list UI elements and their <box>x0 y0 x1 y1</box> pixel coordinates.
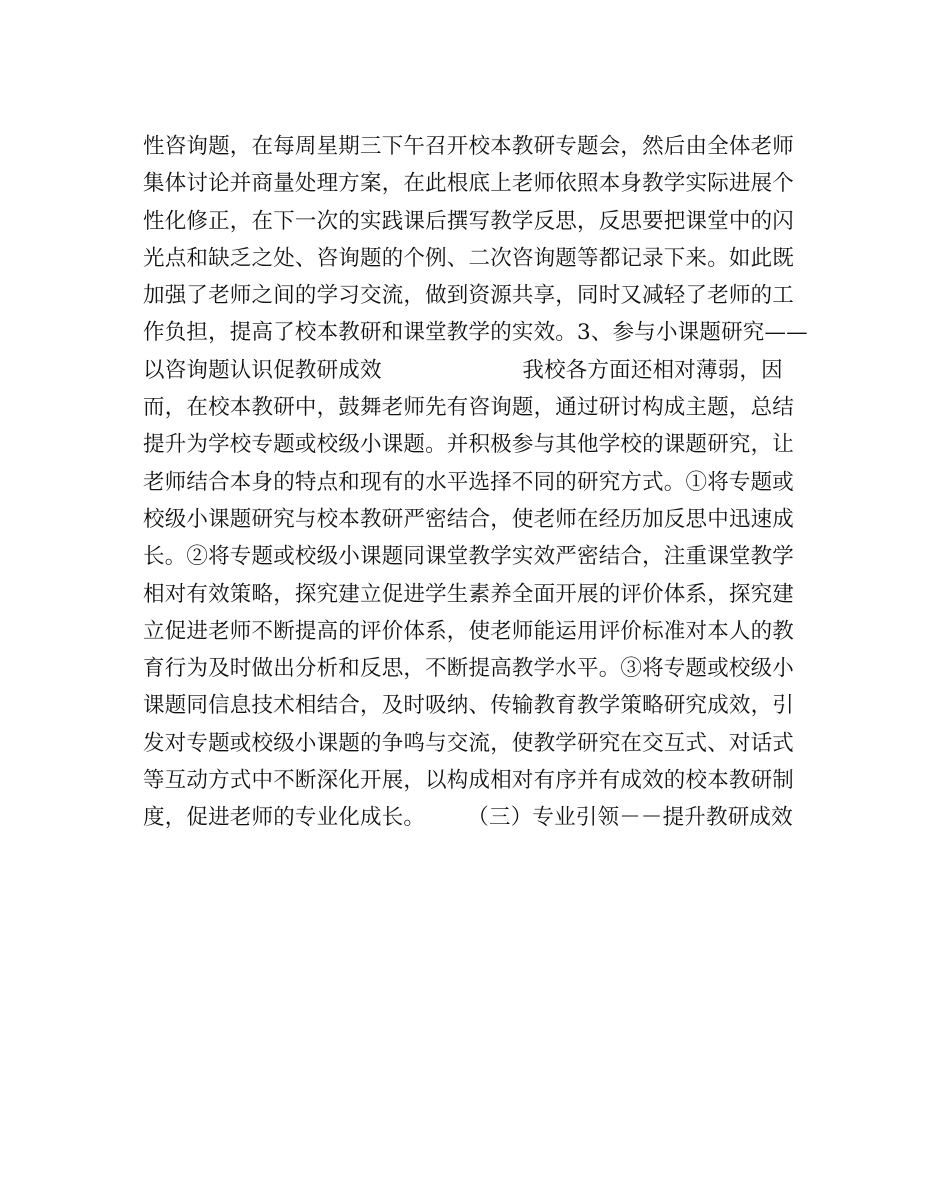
text-line: 长。②将专题或校级小课题同课堂教学实效严密结合，注重课堂教学 <box>143 544 795 570</box>
text-line: 集体讨论并商量处理方案，在此根底上老师依照本身教学实际进展个 <box>143 171 795 197</box>
text-line: 老师结合本身的特点和现有的水平选择不同的研究方式。①将专题或 <box>143 469 795 495</box>
text-line: 作负担，提高了校本教研和课堂教学的实效。3、参与小课题研究—— <box>143 320 808 346</box>
text-line: 校级小课题研究与校本教研严密结合，使老师在经历加反思中迅速成 <box>143 506 795 532</box>
text-line: 等互动方式中不断深化开展，以构成相对有序并有成效的校本教研制 <box>143 768 795 794</box>
text-line: 立促进老师不断提高的评价体系，使老师能运用评价标准对本人的教 <box>143 618 795 644</box>
text-line: 课题同信息技术相结合，及时吸纳、传输教育教学策略研究成效，引 <box>143 693 795 719</box>
text-line: 光点和缺乏之处、咨询题的个例、二次咨询题等都记录下来。如此既 <box>143 245 795 271</box>
text-line: 发对专题或校级小课题的争鸣与交流，使教学研究在交互式、对话式 <box>143 730 795 756</box>
text-line: 而，在校本教研中，鼓舞老师先有咨询题，通过研讨构成主题，总结 <box>143 395 795 421</box>
text-line: 加强了老师之间的学习交流，做到资源共享，同时又减轻了老师的工 <box>143 283 795 309</box>
text-line: 提升为学校专题或校级小课题。并积极参与其他学校的课题研究，让 <box>143 432 795 458</box>
text-line: 性化修正，在下一次的实践课后撰写教学反思，反思要把课堂中的闪 <box>143 208 795 234</box>
body-text <box>143 128 808 837</box>
text-line: 性咨询题，在每周星期三下午召开校本教研专题会，然后由全体老师 <box>143 134 795 159</box>
text-line: 育行为及时做出分析和反思，不断提高教学水平。③将专题或校级小 <box>143 656 795 682</box>
text-line: 相对有效策略，探究建立促进学生素养全面开展的评价体系，探究建 <box>143 581 795 607</box>
text-line: 以咨询题认识促教研成效 我校各方面还相对薄弱，因 <box>143 357 783 383</box>
text-line: 度，促进老师的专业化成长。 （三）专业引领－－提升教研成效 <box>143 805 793 831</box>
